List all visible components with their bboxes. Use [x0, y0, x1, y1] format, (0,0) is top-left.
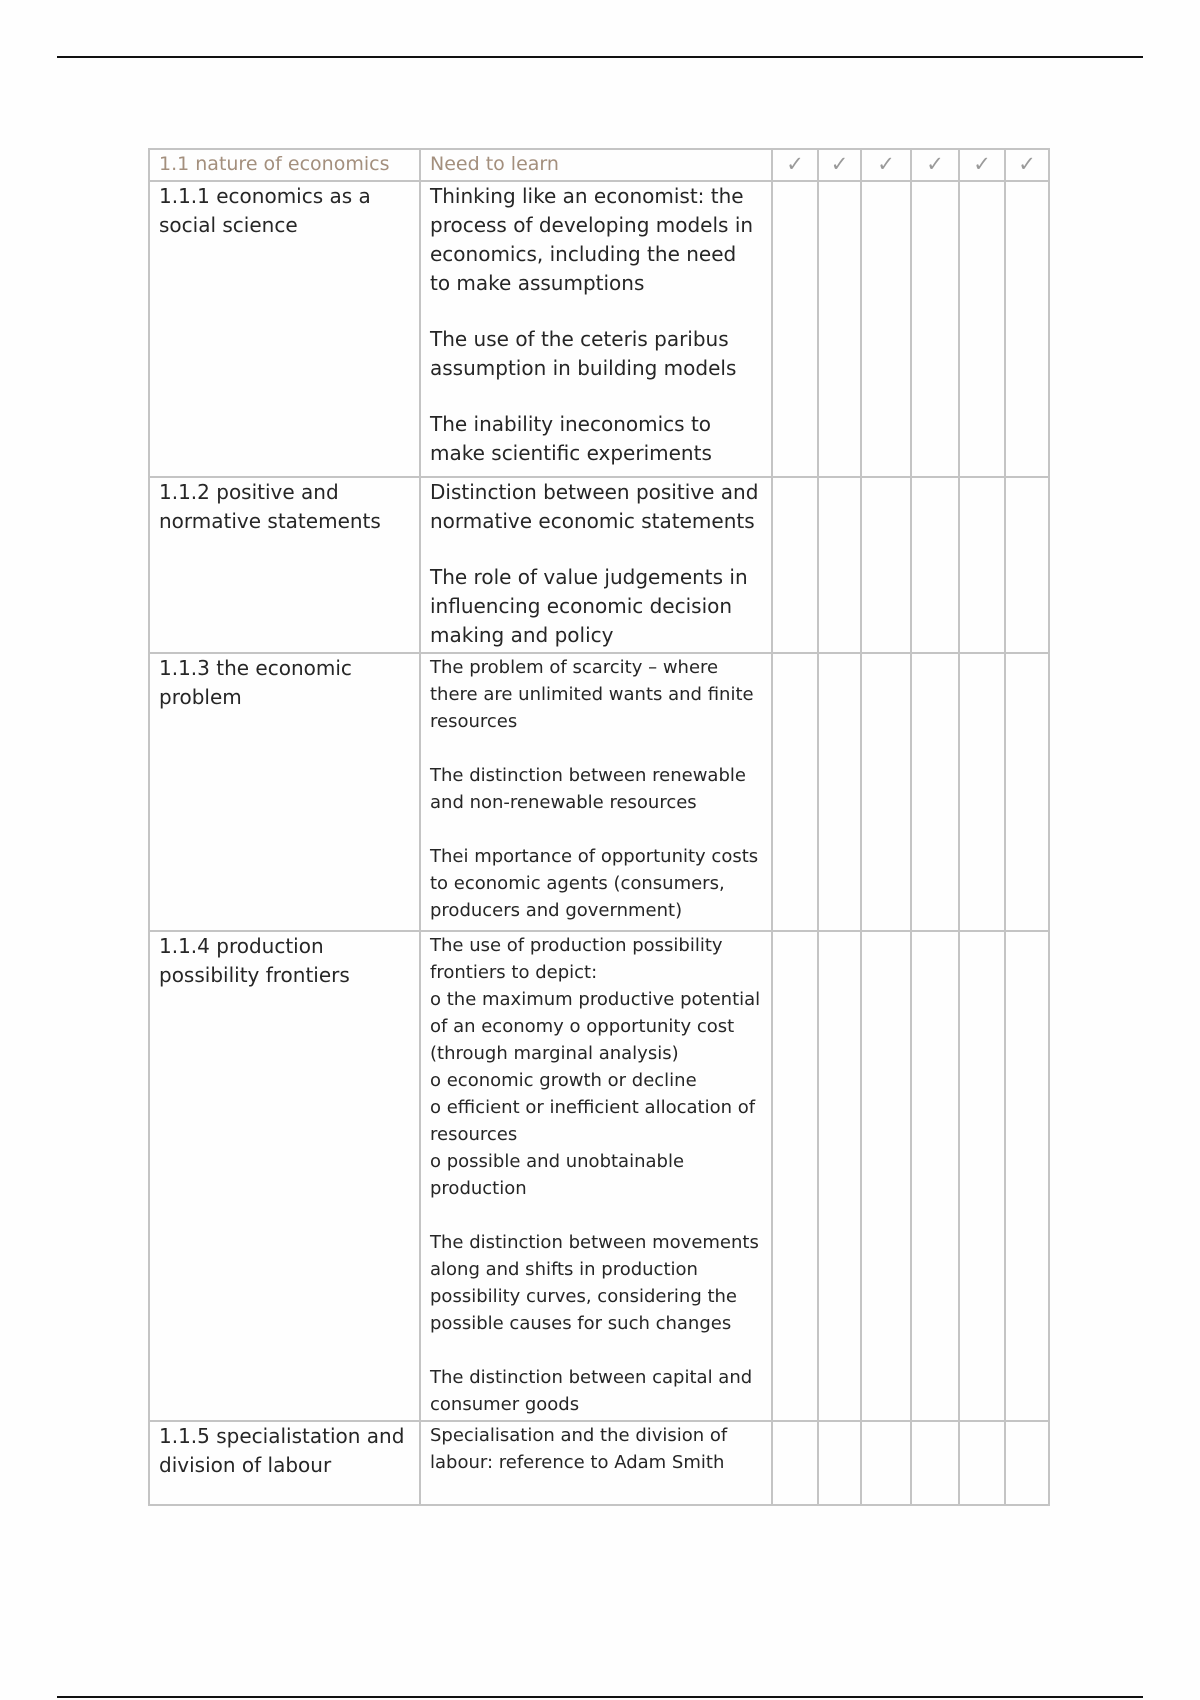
table-header-row — [149, 149, 1049, 181]
learning-point: The distinction between renewable and non-renewable resources — [430, 765, 746, 813]
learning-point: Distinction between positive and normative economic statements — [430, 480, 759, 533]
row-learning-points — [420, 931, 772, 1421]
tick-box[interactable] — [1005, 653, 1049, 931]
tick-column-2: ✓ — [818, 149, 861, 181]
tick-box[interactable] — [911, 477, 959, 653]
tick-box[interactable] — [861, 653, 911, 931]
tick-column-6: ✓ — [1005, 149, 1049, 181]
row-topic: 1.1.2 positive and normative statements — [149, 477, 420, 653]
tick-column-1: ✓ — [772, 149, 818, 181]
bottom-rule — [57, 1696, 1143, 1698]
learning-point: Specialisation and the division of labour: reference to Adam Smith — [430, 1425, 728, 1473]
tick-box[interactable] — [818, 1421, 861, 1505]
tick-box[interactable] — [861, 931, 911, 1421]
learning-point: The use of the ceteris paribus assumption in building models — [430, 327, 737, 380]
row-topic: 1.1.1 economics as a social science — [149, 181, 420, 477]
tick-box[interactable] — [861, 477, 911, 653]
row-topic: 1.1.3 the economic problem — [149, 653, 420, 931]
learning-point: Thinking like an economist: the process of developing models in economics, including the need to make assumptions — [430, 184, 754, 295]
learning-point: The use of production possibility frontiers to depict: o the maximum productive potential of an economy o opportunity cost (through marginal analysis) o economic growth or decline o efficient or inefficient allocation of resources o possible and unobtainable production — [430, 935, 761, 1199]
header-need-to-learn: Need to learn — [420, 149, 772, 181]
row-topic: 1.1.5 specialistation and division of labour — [149, 1421, 420, 1505]
row-learning-points — [420, 1421, 772, 1505]
table-row — [149, 181, 1049, 477]
tick-box[interactable] — [818, 931, 861, 1421]
tick-box[interactable] — [911, 181, 959, 477]
table-row — [149, 477, 1049, 653]
tick-box[interactable] — [772, 653, 818, 931]
tick-box[interactable] — [772, 477, 818, 653]
tick-column-3: ✓ — [861, 149, 911, 181]
tick-box[interactable] — [1005, 931, 1049, 1421]
tick-column-5: ✓ — [959, 149, 1005, 181]
top-rule — [57, 56, 1143, 58]
learning-point: The problem of scarcity – where there are unlimited wants and finite resources — [430, 657, 754, 732]
tick-box[interactable] — [959, 653, 1005, 931]
tick-column-4: ✓ — [911, 149, 959, 181]
tick-box[interactable] — [911, 653, 959, 931]
learning-point: The distinction between capital and consumer goods — [430, 1367, 753, 1415]
tick-box[interactable] — [861, 181, 911, 477]
tick-box[interactable] — [959, 477, 1005, 653]
tick-box[interactable] — [818, 653, 861, 931]
tick-box[interactable] — [1005, 477, 1049, 653]
tick-box[interactable] — [818, 477, 861, 653]
tick-box[interactable] — [911, 931, 959, 1421]
tick-box[interactable] — [1005, 1421, 1049, 1505]
row-learning-points — [420, 477, 772, 653]
learning-point: The distinction between movements along and shifts in production possibility curves, considering the possible causes for such changes — [430, 1232, 759, 1334]
tick-box[interactable] — [772, 181, 818, 477]
specification-checklist-table — [148, 148, 1050, 1506]
row-learning-points — [420, 181, 772, 477]
header-topic: 1.1 nature of economics — [149, 149, 420, 181]
learning-point: The inability ineconomics to make scientific experiments — [430, 412, 712, 465]
learning-point: The role of value judgements in influencing economic decision making and policy — [430, 565, 748, 647]
tick-box[interactable] — [861, 1421, 911, 1505]
tick-box[interactable] — [959, 1421, 1005, 1505]
table-row — [149, 653, 1049, 931]
learning-point: Thei mportance of opportunity costs to economic agents (consumers, producers and government) — [430, 846, 759, 921]
tick-box[interactable] — [772, 1421, 818, 1505]
tick-box[interactable] — [911, 1421, 959, 1505]
table-row — [149, 931, 1049, 1421]
table-row — [149, 1421, 1049, 1505]
tick-box[interactable] — [818, 181, 861, 477]
row-topic: 1.1.4 production possibility frontiers — [149, 931, 420, 1421]
tick-box[interactable] — [959, 931, 1005, 1421]
tick-box[interactable] — [772, 931, 818, 1421]
row-learning-points — [420, 653, 772, 931]
tick-box[interactable] — [1005, 181, 1049, 477]
tick-box[interactable] — [959, 181, 1005, 477]
